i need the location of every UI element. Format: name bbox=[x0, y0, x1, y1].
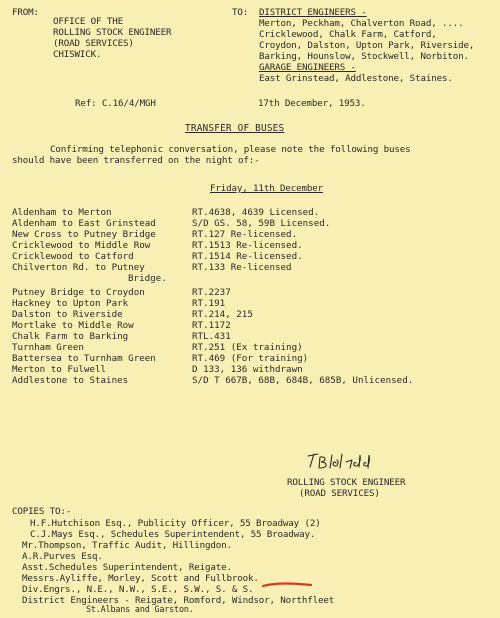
transfer-route: Putney Bridge to Croydon bbox=[12, 287, 145, 298]
memo-date: 17th December, 1953. bbox=[258, 98, 366, 109]
transfer-detail: S/D T 667B, 68B, 684B, 685B, Unlicensed. bbox=[192, 375, 414, 386]
transfer-detail: RT.127 Re-licensed. bbox=[192, 229, 298, 240]
transfer-row bbox=[12, 332, 482, 343]
transfer-row bbox=[12, 274, 482, 285]
copies-line: A.R.Purves Esq. bbox=[22, 551, 103, 562]
transfer-route: Mortlake to Middle Row bbox=[12, 320, 134, 331]
reference-number: Ref: C.16/4/MGH bbox=[75, 98, 156, 109]
transfer-route: Hackney to Upton Park bbox=[12, 298, 129, 309]
transfer-route: New Cross to Putney Bridge bbox=[12, 229, 156, 240]
transfer-row bbox=[12, 219, 482, 230]
district-line: Cricklewood, Chalk Farm, Catford, bbox=[259, 29, 437, 40]
garage-line: East Grinstead, Addlestone, Staines. bbox=[259, 73, 453, 84]
transfer-row bbox=[12, 241, 482, 252]
signature-subtitle: (ROAD SERVICES) bbox=[299, 488, 380, 499]
from-label: FROM: bbox=[12, 7, 39, 18]
transfer-detail: RT.133 Re-licensed bbox=[192, 262, 292, 273]
copies-heading: COPIES TO:- bbox=[12, 506, 72, 517]
red-pen-mark bbox=[262, 581, 312, 589]
to-label: TO: bbox=[232, 7, 249, 18]
district-line: Merton, Peckham, Chalverton Road, .... bbox=[259, 18, 464, 29]
transfer-detail: RT.1514 Re-licensed. bbox=[192, 251, 303, 262]
transfer-route: Bridge. bbox=[128, 273, 167, 284]
transfer-detail: RT.1172 bbox=[192, 320, 231, 331]
transfer-route: Merton to Fulwell bbox=[12, 364, 107, 375]
transfer-detail: RT.2237 bbox=[192, 287, 231, 298]
copies-line: H.F.Hutchison Esq., Publicity Officer, 55 Broadway (2) bbox=[30, 518, 321, 529]
copies-line: C.J.Mays Esq., Schedules Superintendent, 55 Broadway. bbox=[30, 529, 316, 540]
transfer-route: Aldenham to East Grinstead bbox=[12, 218, 156, 229]
transfer-detail: RT.191 bbox=[192, 298, 226, 309]
transfer-route: Addlestone to Staines bbox=[12, 375, 129, 386]
from-line: OFFICE OF THE bbox=[53, 16, 123, 27]
transfer-detail: D 133, 136 withdrawn bbox=[192, 364, 303, 375]
from-line: (ROAD SERVICES) bbox=[53, 38, 134, 49]
transfer-detail: RT.469 (For training) bbox=[192, 353, 309, 364]
copies-line: St.Albans and Garston. bbox=[86, 604, 194, 614]
transfer-route: Battersea to Turnham Green bbox=[12, 353, 156, 364]
transfer-route: Cricklewood to Catford bbox=[12, 251, 134, 262]
transfer-detail: RT.4638, 4639 Licensed. bbox=[192, 207, 320, 218]
transfer-route: Dalston to Riverside bbox=[12, 309, 123, 320]
transfer-row bbox=[12, 376, 482, 387]
copies-line: Mr.Thompson, Traffic Audit, Hillingdon. bbox=[22, 540, 232, 551]
from-line: CHISWICK. bbox=[53, 49, 102, 60]
transfer-detail: RT.1513 Re-licensed. bbox=[192, 240, 303, 251]
intro-line: should have been transferred on the night of:- bbox=[12, 155, 260, 166]
district-line: Croydon, Dalston, Upton Park, Riverside, bbox=[259, 40, 475, 51]
transfer-row bbox=[12, 288, 482, 299]
transfer-route: Aldenham to Merton bbox=[12, 207, 112, 218]
transfer-row bbox=[12, 299, 482, 310]
district-engineers-heading: DISTRICT ENGINEERS - bbox=[259, 7, 367, 18]
transfer-row bbox=[12, 252, 482, 263]
district-line: Barking, Hounslow, Stockwell, Norbiton. bbox=[259, 51, 469, 62]
transfer-row bbox=[12, 310, 482, 321]
transfer-detail: RTL.431 bbox=[192, 331, 231, 342]
transfer-route: Chilverton Rd. to Putney bbox=[12, 262, 145, 273]
copies-line: Div.Engrs., N.E., N.W., S.E., S.W., S. & S. bbox=[22, 584, 254, 595]
transfer-detail: RT.251 (Ex training) bbox=[192, 342, 303, 353]
transfer-detail: S/D GS. 58, 59B Licensed. bbox=[192, 218, 331, 229]
day-heading: Friday, 11th December bbox=[210, 183, 324, 194]
garage-engineers-heading: GARAGE ENGINEERS - bbox=[259, 62, 356, 73]
copies-line: Asst.Schedules Superintendent, Reigate. bbox=[22, 562, 232, 573]
transfer-route: Cricklewood to Middle Row bbox=[12, 240, 151, 251]
handwritten-signature bbox=[306, 451, 398, 473]
transfer-row bbox=[12, 263, 482, 274]
transfer-row bbox=[12, 208, 482, 219]
transfer-row bbox=[12, 354, 482, 365]
copies-line: District Engineers - Reigate, Romford, Windsor, Northfleet bbox=[22, 595, 335, 606]
transfer-row bbox=[12, 321, 482, 332]
copies-line: Messrs.Ayliffe, Morley, Scott and Fullbrook. bbox=[22, 573, 259, 584]
transfer-row bbox=[12, 230, 482, 241]
transfer-row bbox=[12, 343, 482, 354]
transfer-row bbox=[12, 365, 482, 376]
memo-title: TRANSFER OF BUSES bbox=[185, 123, 285, 134]
transfer-detail: RT.214, 215 bbox=[192, 309, 253, 320]
intro-line: Confirming telephonic conversation, please note the following buses bbox=[50, 144, 411, 155]
transfer-route: Turnham Green bbox=[12, 342, 84, 353]
transfer-route: Chalk Farm to Barking bbox=[12, 331, 129, 342]
from-line: ROLLING STOCK ENGINEER bbox=[53, 27, 172, 38]
signature-title: ROLLING STOCK ENGINEER bbox=[287, 477, 406, 488]
